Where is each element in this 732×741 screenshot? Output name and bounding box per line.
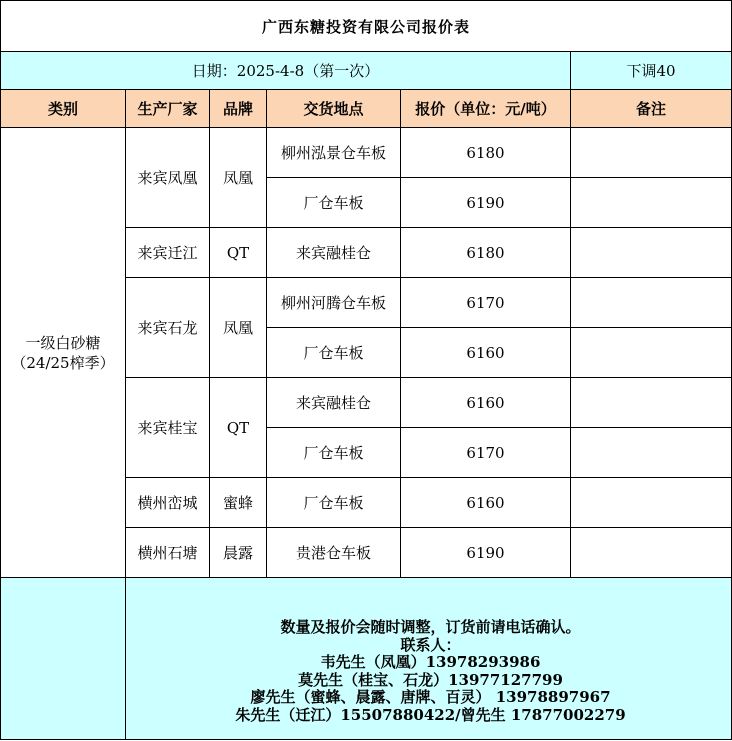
notes-line: 朱先生（迁江）15507880422/曾先生 17877002279	[235, 705, 626, 724]
remark-cell	[571, 278, 732, 328]
delivery-cell: 柳州泓景仓车板	[267, 128, 401, 178]
header-brand: 品牌	[210, 90, 267, 128]
category-season: （24/25榨季）	[11, 353, 115, 372]
delivery-cell: 来宾融桂仓	[267, 228, 401, 278]
header-manufacturer: 生产厂家	[126, 90, 210, 128]
delivery-cell: 厂仓车板	[267, 178, 401, 228]
brand-cell: 晨露	[210, 528, 267, 578]
manufacturer-cell: 来宾石龙	[126, 278, 210, 378]
header-category: 类别	[1, 90, 126, 128]
delivery-cell: 贵港仓车板	[267, 528, 401, 578]
manufacturer-cell: 横州石塘	[126, 528, 210, 578]
price-cell: 6180	[401, 228, 571, 278]
notes-block	[126, 578, 732, 740]
price-cell: 6160	[401, 328, 571, 378]
price-cell: 6170	[401, 428, 571, 478]
brand-cell: 凤凰	[210, 128, 267, 228]
category-name: 一级白砂糖	[25, 333, 101, 352]
remark-cell	[571, 128, 732, 178]
header-delivery: 交货地点	[267, 90, 401, 128]
price-cell: 6170	[401, 278, 571, 328]
notes-spacer	[1, 578, 126, 740]
notes-line: 韦先生（凤凰）13978293986	[320, 653, 541, 671]
notes-line: 数量及报价会随时调整，订货前请电话确认。	[280, 618, 581, 636]
brand-cell: QT	[210, 228, 267, 278]
category-cell	[1, 128, 126, 578]
delivery-cell: 厂仓车板	[267, 328, 401, 378]
remark-cell	[571, 428, 732, 478]
delivery-cell: 来宾融桂仓	[267, 378, 401, 428]
remark-cell	[571, 528, 732, 578]
header-price: 报价（单位：元/吨）	[401, 90, 571, 128]
notes-line: 廖先生（蜜蜂、晨露、唐牌、百灵） 13978897967	[250, 688, 611, 706]
price-cell: 6180	[401, 128, 571, 178]
date-label: 日期：2025-4-8（第一次）	[1, 52, 571, 90]
brand-cell: 蜜蜂	[210, 478, 267, 528]
remark-cell	[571, 328, 732, 378]
manufacturer-cell: 来宾迁江	[126, 228, 210, 278]
delivery-cell: 厂仓车板	[267, 478, 401, 528]
price-cell: 6190	[401, 178, 571, 228]
price-adjustment: 下调40	[571, 52, 732, 90]
price-cell: 6160	[401, 378, 571, 428]
table-row	[1, 128, 732, 178]
delivery-cell: 柳州河腾仓车板	[267, 278, 401, 328]
remark-cell	[571, 378, 732, 428]
brand-cell: 凤凰	[210, 278, 267, 378]
notes-line: 莫先生（桂宝、石龙）13977127799	[298, 670, 563, 689]
notes-line: 联系人：	[400, 635, 461, 654]
manufacturer-cell: 来宾桂宝	[126, 378, 210, 478]
sheet-title: 广西东糖投资有限公司报价表	[1, 1, 732, 52]
header-remark: 备注	[571, 90, 732, 128]
remark-cell	[571, 478, 732, 528]
price-cell: 6160	[401, 478, 571, 528]
remark-cell	[571, 178, 732, 228]
price-cell: 6190	[401, 528, 571, 578]
manufacturer-cell: 横州峦城	[126, 478, 210, 528]
brand-cell: QT	[210, 378, 267, 478]
remark-cell	[571, 228, 732, 278]
manufacturer-cell: 来宾凤凰	[126, 128, 210, 228]
delivery-cell: 厂仓车板	[267, 428, 401, 478]
